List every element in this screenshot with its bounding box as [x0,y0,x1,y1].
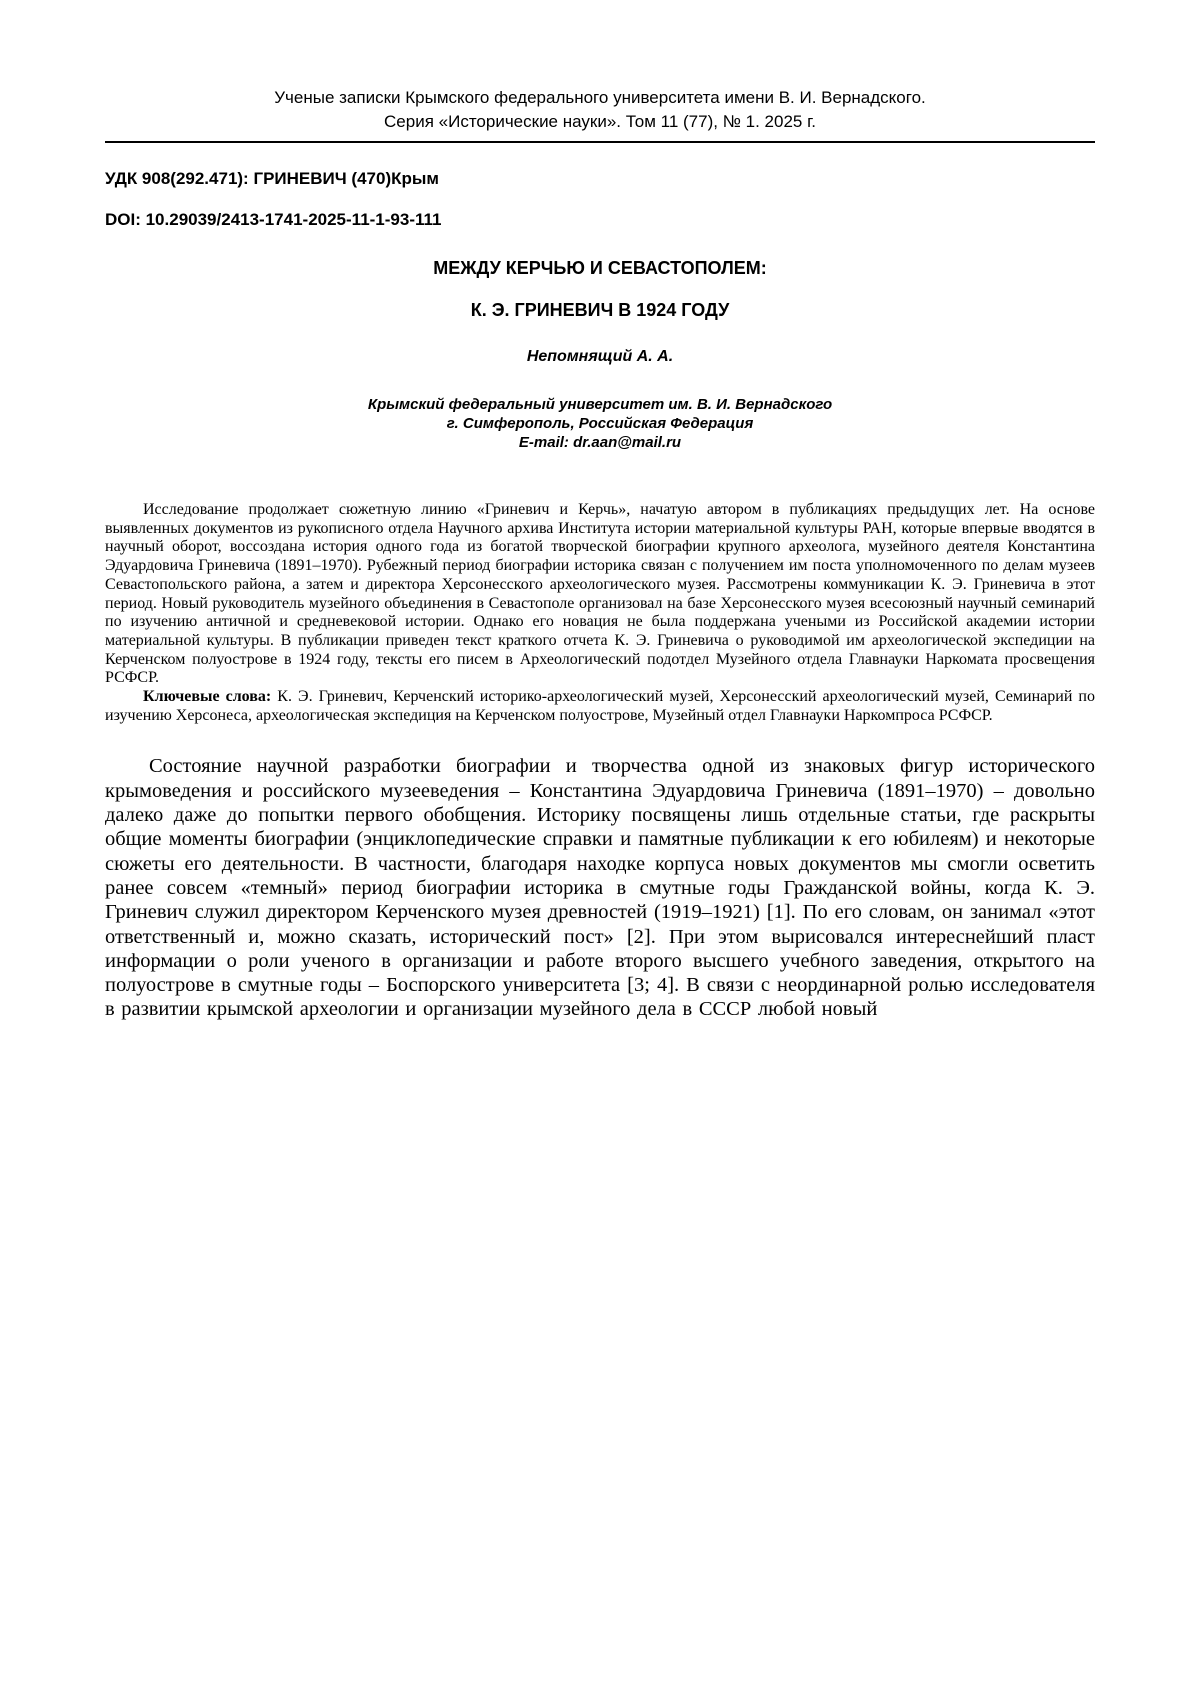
affiliation-block [105,395,1095,452]
journal-header-line1: Ученые записки Крымского федерального университета имени В. И. Вернадского. [274,88,926,107]
affiliation-line1: Крымский федеральный университет им. В. И. Вернадского [367,396,833,413]
article-title [105,257,1095,321]
journal-header [105,86,1095,134]
affiliation-line2: г. Симферополь, Российская Федерация [446,415,754,432]
keywords-paragraph [105,688,1095,725]
keywords-text: К. Э. Гриневич, Керченский историко-археологический музей, Херсонесский археологический музей, Семинарий по изучению Херсонеса, археологическая экспедиция на Керченском полуострове, Музейный отдел Главнауки Наркомпроса РСФСР. [105,688,1095,724]
article-title-line2: К. Э. ГРИНЕВИЧ В 1924 ГОДУ [470,300,730,320]
body-paragraph: Состояние научной разработки биографии и творчества одной из знаковых фигур исторического крымоведения и российского музееведения – Константина Эдуардовича Гриневича (1891–1970) – довольно далеко даже до попытки первого обобщения. Историку посвящены лишь отдельные статьи, где раскрыты общие моменты биографии (энциклопедические справки и памятные публикации к его юбилеям) и некоторые сюжеты его деятельности. В частности, благодаря находке корпуса новых документов мы смогли осветить ранее совсем «темный» период биографии историка в смутные годы Гражданской войны, когда К. Э. Гриневич служил директором Керченского музея древностей (1919–1921) [1]. По его словам, он занимал «этот ответственный и, можно сказать, исторический пост» [2]. При этом вырисовался интереснейший пласт информации о роли ученого в организации и работе второго высшего учебного заведения, открытого на полуострове в смутные годы – Боспорского университета [3; 4]. В связи с неординарной ролью исследователя в развитии крымской археологии и организации музейного дела в СССР любой новый [105,755,1095,1021]
keywords-label: Ключевые слова: [143,688,272,706]
affiliation-email: E-mail: dr.aan@mail.ru [518,434,682,451]
doi-line: DOI: 10.29039/2413-1741-2025-11-1-93-111 [105,210,442,229]
abstract-block [105,501,1095,725]
header-rule [105,141,1095,143]
abstract-paragraph: Исследование продолжает сюжетную линию «Гриневич и Керчь», начатую автором в публикациях предыдущих лет. На основе выявленных документов из рукописного отдела Научного архива Института истории материальной культуры РАН, которые впервые вводятся в научный оборот, воссоздана история одного года из богатой творческой биографии крупного археолога, музейного деятеля Константина Эдуардовича Гриневича (1891–1970). Рубежный период биографии историка связан с получением им поста уполномоченного по делам музеев Севастопольского района, а затем и директора Херсонесского археологического музея. Рассмотрены коммуникации К. Э. Гриневича в этот период. Новый руководитель музейного объединения в Севастополе организовал на базе Херсонесского музея всесоюзный научный семинарий по изучению античной и средневековой истории. Однако его новация не была поддержана учеными из Российской академии истории материальной культуры. В публикации приведен текст краткого отчета К. Э. Гриневича о руководимой им археологической экспедиции на Керченском полуострове в 1924 году, тексты его писем в Археологический подотдел Музейного отдела Главнауки Наркомата просвещения РСФСР. [105,501,1095,687]
author-name: Непомнящий А. А. [526,348,674,365]
udk-line: УДК 908(292.471): ГРИНЕВИЧ (470)Крым [105,169,439,188]
journal-header-line2: Серия «Исторические науки». Том 11 (77), № 1. 2025 г. [384,112,816,131]
article-title-line1: МЕЖДУ КЕРЧЬЮ И СЕВАСТОПОЛЕМ: [433,258,767,278]
